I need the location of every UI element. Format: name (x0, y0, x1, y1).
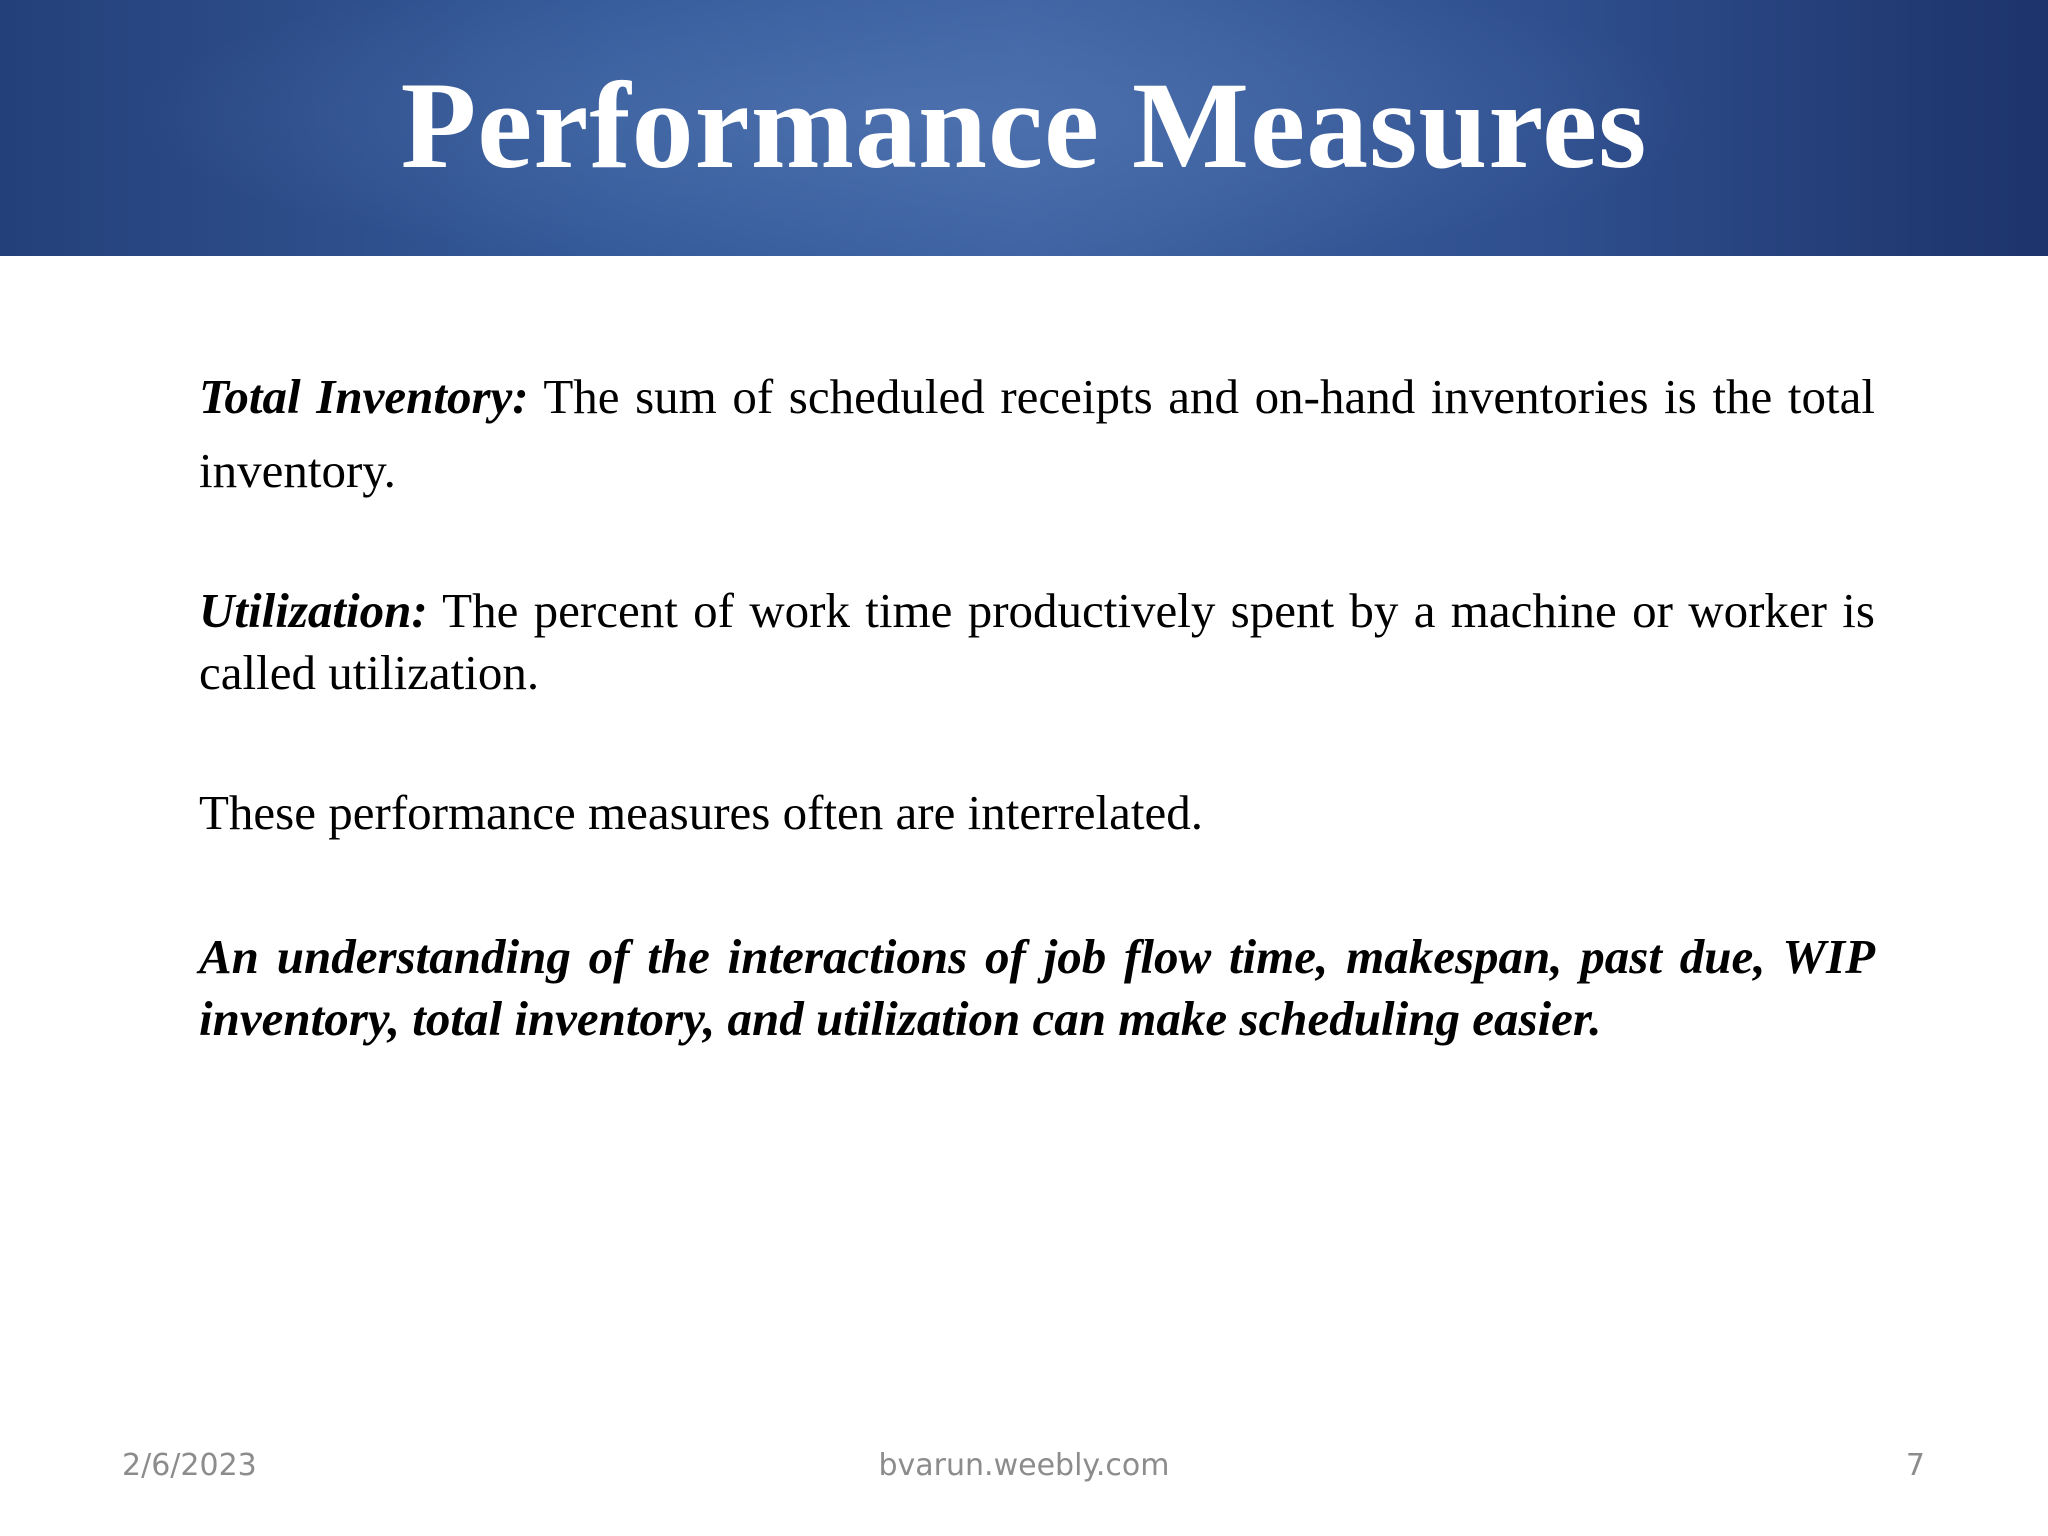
term-utilization: Utilization: (199, 583, 428, 638)
footer-date: 2/6/2023 (122, 1448, 257, 1483)
footer-page-number: 7 (1905, 1448, 1925, 1483)
slide-title: Performance Measures (400, 57, 1648, 194)
paragraph-interrelated: These performance measures often are interrelated. (199, 785, 1203, 840)
paragraph-conclusion: An understanding of the interactions of job flow time, makespan, past due, WIP inventory, total inventory, and utilization can make scheduling easier. (199, 929, 1875, 1046)
definition-utilization: The percent of work time productively spent by a machine or worker is called utilization. (199, 583, 1875, 700)
term-total-inventory: Total Inventory: (199, 369, 529, 424)
definition-total-inventory: The sum of scheduled receipts and on-hand inventories is the total inventory. (199, 369, 1875, 498)
title-band (0, 0, 2048, 256)
footer-site: bvarun.weebly.com (878, 1448, 1170, 1483)
paragraph-total-inventory (199, 360, 1875, 508)
slide-body (199, 360, 1875, 1050)
paragraph-utilization (199, 580, 1875, 704)
